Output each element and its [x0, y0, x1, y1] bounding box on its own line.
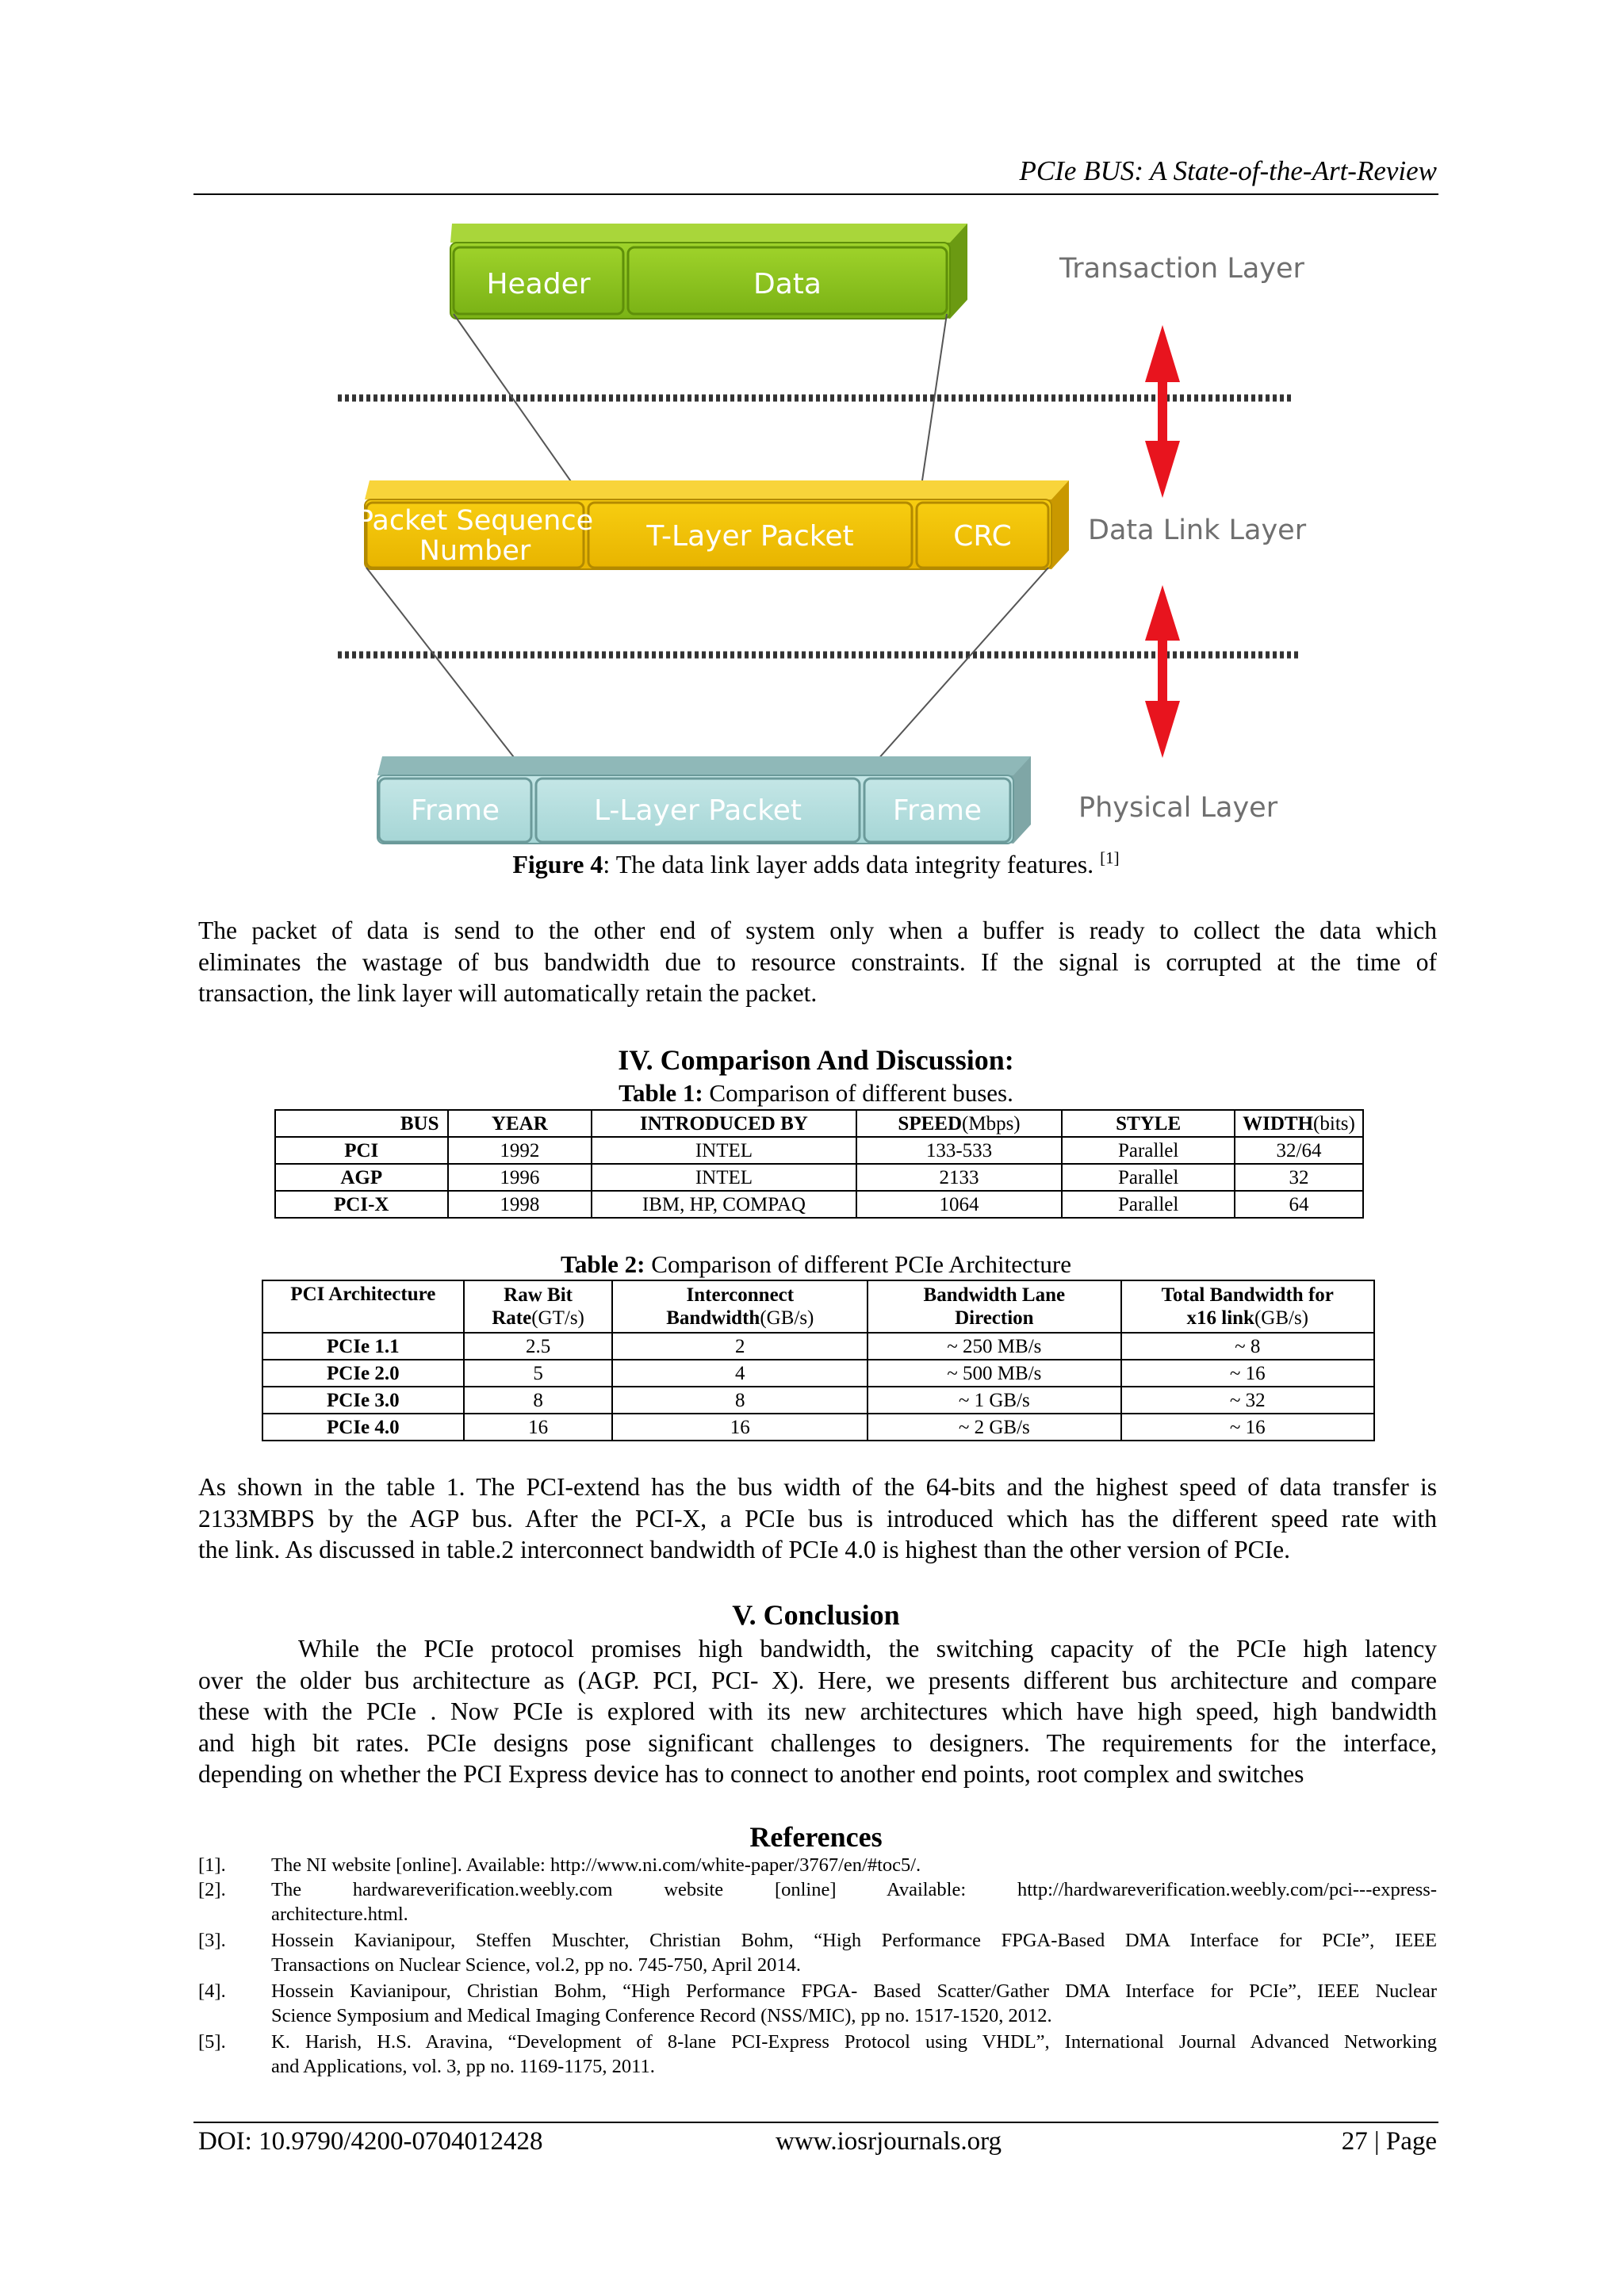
running-title: PCIe BUS: A State-of-the-Art-Review [1019, 155, 1437, 186]
table-2 [262, 1280, 1375, 1441]
cell-speed: 1064 [856, 1191, 1063, 1218]
table-row [262, 1360, 1374, 1387]
paragraph-line: transaction, the link layer will automatically retain the packet. [198, 979, 818, 1007]
col-header-total: Total Bandwidth for x16 link(GB/s) [1121, 1280, 1374, 1333]
cell-lane: ~ 250 MB/s [868, 1333, 1120, 1360]
cell-total: ~ 16 [1121, 1414, 1374, 1441]
connector-line [918, 314, 947, 507]
cell-raw: 2.5 [464, 1333, 613, 1360]
paragraph-line: over the older bus architecture as (AGP. PCI, PCI- X). Here, we presents different bus architecture and compare [198, 1666, 1437, 1694]
col-header-width: WIDTH(bits) [1235, 1110, 1363, 1137]
cell-lane: ~ 2 GB/s [868, 1414, 1120, 1441]
figure-caption-ref: [1] [1100, 848, 1120, 867]
header-rule [193, 193, 1438, 195]
cell-total: ~ 16 [1121, 1360, 1374, 1387]
table-1-caption [193, 1079, 1438, 1108]
cell-arch: PCIe 3.0 [262, 1387, 464, 1414]
transaction-layer-packet [450, 224, 967, 319]
paragraph-line: these with the PCIe . Now PCIe is explored with its new architectures which have high speed, high bandwidth [198, 1697, 1437, 1725]
reference-number: [2]. [198, 1879, 226, 1900]
references-title: References [749, 1821, 883, 1853]
cell-introduced: IBM, HP, COMPAQ [592, 1191, 856, 1218]
paragraph-line: eliminates the wastage of bus bandwidth due to resource constraints. If the signal is corrupted at the time of [198, 947, 1437, 976]
col-header-introduced: INTRODUCED BY [592, 1110, 856, 1137]
cell-bus: AGP [275, 1164, 448, 1191]
table-row [262, 1387, 1374, 1414]
paragraph-line: 2133MBPS by the AGP bus. After the PCI-X, a PCIe bus is introduced which has the different speed rate with [198, 1504, 1437, 1533]
col-header-year: YEAR [448, 1110, 592, 1137]
reference-text: The hardwareverification.weebly.com website [online] Available: http://hardwareverification.weebly.com/pci---express- architecture.html. [271, 1879, 1437, 1925]
l-layer-packet-label: L-Layer Packet [593, 794, 802, 827]
col-header-raw-bit-rate: Raw Bit Rate(GT/s) [464, 1280, 613, 1333]
table-row [275, 1137, 1363, 1164]
cell-introduced: INTEL [592, 1164, 856, 1191]
footer-doi: DOI: 10.9790/4200-0704012428 [198, 2127, 543, 2156]
paragraph-line: depending on whether the PCI Express device has to connect to another end points, root complex and switches [198, 1760, 1304, 1788]
crc-label: CRC [953, 520, 1012, 553]
table-row [262, 1414, 1374, 1441]
cell-raw: 5 [464, 1360, 613, 1387]
layer-arrow-1 [1145, 325, 1180, 498]
footer-page: 27 | Page [1341, 2127, 1437, 2156]
frame-right-label: Frame [892, 794, 982, 827]
table-2-caption-text: Comparison of different PCIe Architecture [645, 1250, 1071, 1278]
table-header-row [275, 1110, 1363, 1137]
table-row [275, 1191, 1363, 1218]
psn-label-line2: Number [419, 535, 531, 567]
frame-left-label: Frame [410, 794, 500, 827]
reference-text: The NI website [online]. Available: http://www.ni.com/white-paper/3767/en/#toc5/. [271, 1854, 921, 1876]
table-2-caption [193, 1250, 1438, 1279]
connector-line [858, 568, 1048, 782]
cell-inter: 16 [612, 1414, 868, 1441]
cell-bus: PCI-X [275, 1191, 448, 1218]
datalink-layer-packet [357, 480, 1069, 569]
figure-caption-text: : The data link layer adds data integrity features. [603, 850, 1094, 878]
cell-inter: 4 [612, 1360, 868, 1387]
cell-inter: 8 [612, 1387, 868, 1414]
paragraph-line: While the PCIe protocol promises high bandwidth, the switching capacity of the PCIe high latency [298, 1635, 1437, 1663]
cell-lane: ~ 500 MB/s [868, 1360, 1120, 1387]
header-label: Header [486, 268, 591, 300]
paragraph-line: the link. As discussed in table.2 interconnect bandwidth of PCIe 4.0 is highest than the other version of PCIe. [198, 1536, 1291, 1563]
reference-text: Hossein Kavianipour, Christian Bohm, “High Performance FPGA- Based Scatter/Gather DMA Interface for PCIe”, IEEE Nuclear Science Symposium and Medical Imaging Conference Record (NSS/MIC), pp no. 1517-1520, 2012. [271, 1980, 1437, 2026]
t-layer-packet-label: T-Layer Packet [646, 520, 854, 553]
discussion-paragraph [198, 1471, 1437, 1566]
reference-number: [1]. [198, 1854, 226, 1876]
section-5-title: V. Conclusion [732, 1599, 900, 1631]
cell-speed: 2133 [856, 1164, 1063, 1191]
reference-text: Hossein Kavianipour, Steffen Muschter, Christian Bohm, “High Performance FPGA-Based DMA Interface for PCIe”, IEEE Transactions on Nuclear Science, vol.2, pp no. 745-750, April 2014. [271, 1930, 1437, 1976]
col-header-lane: Bandwidth Lane Direction [868, 1280, 1120, 1333]
footer-rule [193, 2122, 1438, 2123]
reference-number: [5]. [198, 2031, 226, 2053]
cell-introduced: INTEL [592, 1137, 856, 1164]
cell-year: 1998 [448, 1191, 592, 1218]
cell-total: ~ 8 [1121, 1333, 1374, 1360]
layer-arrow-2 [1145, 585, 1180, 758]
cell-style: Parallel [1062, 1191, 1235, 1218]
cell-year: 1992 [448, 1137, 592, 1164]
col-header-bus: BUS [275, 1110, 448, 1137]
psn-label-line1: Packet Sequence [356, 505, 594, 537]
cell-arch: PCIe 1.1 [262, 1333, 464, 1360]
cell-speed: 133-533 [856, 1137, 1063, 1164]
reference-number: [3]. [198, 1930, 226, 1951]
connector-line [454, 314, 589, 507]
cell-bus: PCI [275, 1137, 448, 1164]
reference-text: K. Harish, H.S. Aravina, “Development of 8-lane PCI-Express Protocol using VHDL”, International Journal Advanced Networking and Applications, vol. 3, pp no. 1169-1175, 2011. [271, 2031, 1437, 2077]
col-header-speed: SPEED(Mbps) [856, 1110, 1063, 1137]
cell-lane: ~ 1 GB/s [868, 1387, 1120, 1414]
table-header-row [262, 1280, 1374, 1333]
cell-width: 32 [1235, 1164, 1363, 1191]
cell-style: Parallel [1062, 1164, 1235, 1191]
cell-width: 64 [1235, 1191, 1363, 1218]
cell-arch: PCIe 4.0 [262, 1414, 464, 1441]
paragraph-line: and high bit rates. PCIe designs pose significant challenges to designers. The requirements for the interface, [198, 1728, 1437, 1757]
cell-year: 1996 [448, 1164, 592, 1191]
figure-4-diagram [317, 214, 1316, 848]
footer-site: www.iosrjournals.org [776, 2127, 1002, 2156]
datalink-layer-label: Data Link Layer [1088, 515, 1307, 546]
conclusion-paragraph [198, 1633, 1437, 1790]
data-label: Data [753, 268, 822, 300]
cell-total: ~ 32 [1121, 1387, 1374, 1414]
intro-paragraph [198, 915, 1437, 1009]
cell-arch: PCIe 2.0 [262, 1360, 464, 1387]
figure-caption-label: Figure 4 [512, 850, 603, 878]
paragraph-line: As shown in the table 1. The PCI-extend has the bus width of the 64-bits and the highest speed of data transfer is [198, 1473, 1437, 1501]
cell-style: Parallel [1062, 1137, 1235, 1164]
table-row [262, 1333, 1374, 1360]
figure-caption [193, 848, 1438, 879]
table-1-caption-label: Table 1: [619, 1079, 703, 1107]
physical-layer-packet [377, 756, 1031, 844]
physical-layer-label: Physical Layer [1078, 792, 1278, 824]
col-header-interconnect: Interconnect Bandwidth(GB/s) [612, 1280, 868, 1333]
cell-width: 32/64 [1235, 1137, 1363, 1164]
paragraph-line: The packet of data is send to the other end of system only when a buffer is ready to collect the data which [198, 916, 1437, 944]
table-row [275, 1164, 1363, 1191]
reference-number: [4]. [198, 1980, 226, 2002]
table-1 [274, 1109, 1364, 1219]
transaction-layer-label: Transaction Layer [1059, 253, 1304, 285]
col-header-style: STYLE [1062, 1110, 1235, 1137]
cell-inter: 2 [612, 1333, 868, 1360]
col-header-arch: PCI Architecture [262, 1280, 464, 1333]
cell-raw: 8 [464, 1387, 613, 1414]
table-1-caption-text: Comparison of different buses. [703, 1079, 1013, 1107]
table-2-caption-label: Table 2: [560, 1250, 645, 1278]
cell-raw: 16 [464, 1414, 613, 1441]
section-4-title: IV. Comparison And Discussion: [618, 1044, 1014, 1076]
connector-line [366, 568, 533, 782]
